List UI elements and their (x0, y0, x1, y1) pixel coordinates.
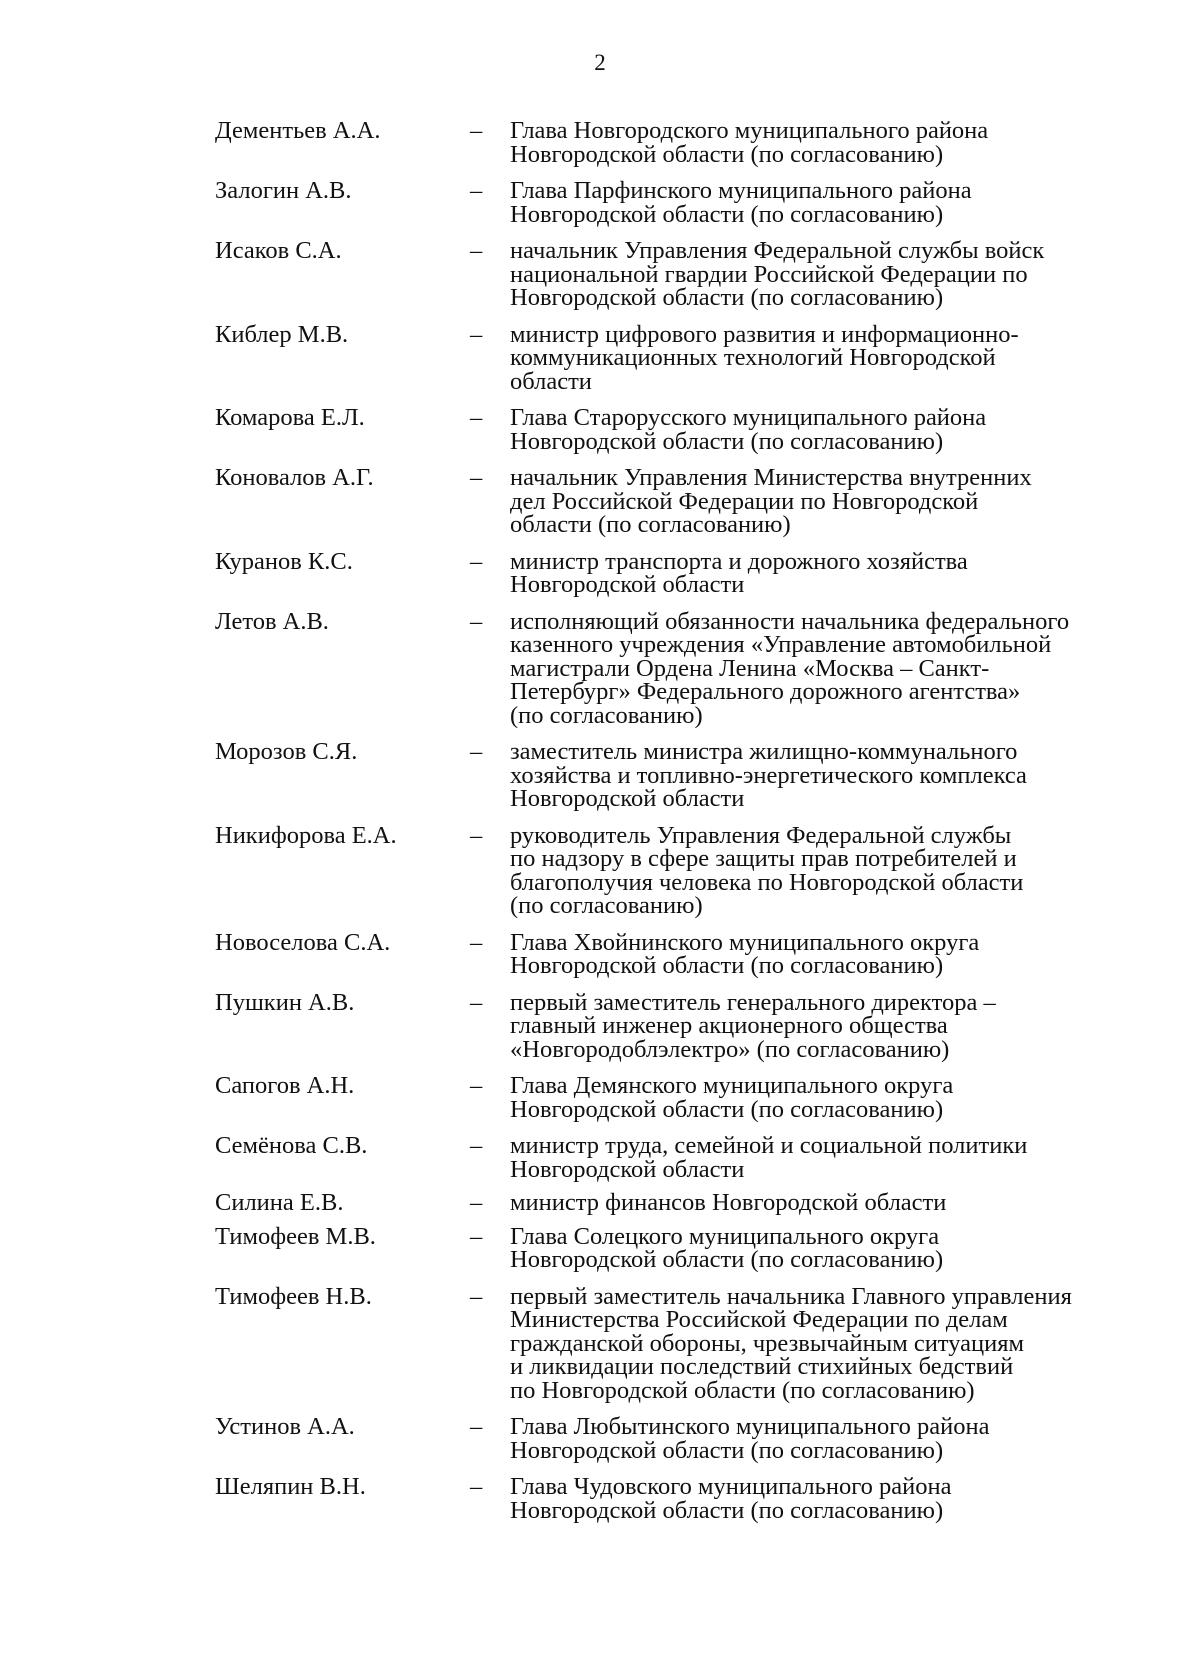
member-row (215, 406, 1115, 453)
member-row (215, 179, 1115, 226)
member-name: Устинов А.А. (215, 1413, 355, 1440)
member-position: первый заместитель начальника Главного управления Министерства Российской Федерации по делам гражданской обороны, чрезвычайным ситуациям и ликвидации последствий стихийных бедствий по Новгородской области (по согласованию) (510, 1282, 1072, 1404)
member-position: заместитель министра жилищно-коммунального хозяйства и топливно-энергетического комплекса Новгородской области (510, 738, 1027, 812)
member-position: министр транспорта и дорожного хозяйства Новгородской области (510, 547, 968, 598)
member-position: Глава Демянского муниципального округа Новгородской области (по согласованию) (510, 1072, 954, 1123)
member-position: начальник Управления Федеральной службы войск национальной гвардии Российской Федерации по Новгородской области (по согласованию) (510, 237, 1045, 311)
separator-dash: – (470, 547, 483, 575)
separator-dash: – (470, 738, 483, 765)
member-list (215, 119, 1115, 1522)
member-name: Новоселова С.А. (215, 928, 391, 956)
separator-dash: – (470, 607, 483, 635)
member-name: Залогин А.В. (215, 177, 352, 204)
member-position: Глава Солецкого муниципального округа Новгородской области (по согласованию) (510, 1222, 944, 1273)
member-name: Никифорова Е.А. (215, 821, 397, 849)
member-name: Сапогов А.Н. (215, 1072, 355, 1099)
separator-dash: – (470, 117, 483, 144)
separator-dash: – (470, 404, 483, 431)
member-row (215, 1415, 1115, 1462)
member-position: Глава Хвойнинского муниципального округа Новгородской области (по согласованию) (510, 928, 980, 979)
member-row (215, 466, 1115, 537)
separator-dash: – (470, 177, 483, 204)
member-row (215, 1191, 1115, 1215)
page-number: 2 (594, 50, 606, 75)
separator-dash: – (470, 1222, 483, 1250)
member-name: Коновалов А.Г. (215, 464, 374, 491)
member-position: министр труда, семейной и социальной политики Новгородской области (510, 1132, 1028, 1183)
member-position: Глава Старорусского муниципального района Новгородской области (по согласованию) (510, 404, 987, 455)
member-row (215, 239, 1115, 310)
member-position: Глава Любытинского муниципального района Новгородской области (по согласованию) (510, 1413, 990, 1464)
member-name: Силина Е.В. (215, 1189, 344, 1216)
member-row (215, 1134, 1115, 1181)
member-row (215, 740, 1115, 811)
separator-dash: – (470, 928, 483, 956)
member-row (215, 988, 1115, 1063)
member-name: Пушкин А.В. (215, 988, 355, 1016)
member-position: начальник Управления Министерства внутренних дел Российской Федерации по Новгородской области (по согласованию) (510, 464, 1032, 538)
separator-dash: – (470, 1282, 483, 1310)
member-row (215, 1222, 1115, 1273)
member-position: Глава Новгородского муниципального района Новгородской области (по согласованию) (510, 117, 989, 168)
member-name: Исаков С.А. (215, 237, 342, 264)
member-name: Дементьев А.А. (215, 117, 381, 144)
member-position: руководитель Управления Федеральной службы по надзору в сфере защиты прав потребителей и благополучия человека по Новгородской области (по согласованию) (510, 821, 1024, 919)
member-row (215, 821, 1115, 919)
member-row (215, 119, 1115, 166)
separator-dash: – (470, 1189, 483, 1216)
separator-dash: – (470, 464, 483, 491)
member-row (215, 547, 1115, 598)
separator-dash: – (470, 237, 483, 264)
separator-dash: – (470, 1072, 483, 1099)
member-name: Киблер М.В. (215, 320, 349, 348)
separator-dash: – (470, 1413, 483, 1440)
member-position: министр цифрового развития и информационно- коммуникационных технологий Новгородской области (510, 320, 1019, 395)
member-row (215, 1074, 1115, 1121)
member-name: Комарова Е.Л. (215, 404, 365, 431)
member-position: Глава Парфинского муниципального района Новгородской области (по согласованию) (510, 177, 972, 228)
separator-dash: – (470, 1473, 483, 1500)
member-name: Тимофеев Н.В. (215, 1282, 372, 1310)
member-row (215, 928, 1115, 979)
member-position: министр финансов Новгородской области (510, 1189, 947, 1216)
separator-dash: – (470, 988, 483, 1016)
member-name: Летов А.В. (215, 607, 329, 635)
separator-dash: – (470, 320, 483, 348)
member-position: исполняющий обязанности начальника федерального казенного учреждения «Управление автомобильной магистрали Ордена Ленина «Москва – Санкт- Петербург» Федерального дорожного агентства» (по согласованию) (510, 607, 1070, 729)
member-row (215, 1282, 1115, 1404)
member-position: Глава Чудовского муниципального района Новгородской области (по согласованию) (510, 1473, 952, 1524)
separator-dash: – (470, 1132, 483, 1159)
member-position: первый заместитель генерального директора – главный инженер акционерного общества «Новгородоблэлектро» (по согласованию) (510, 988, 996, 1063)
member-name: Морозов С.Я. (215, 738, 358, 765)
member-row (215, 1475, 1115, 1522)
member-name: Шеляпин В.Н. (215, 1473, 366, 1500)
member-row (215, 320, 1115, 395)
member-row (215, 607, 1115, 729)
separator-dash: – (470, 821, 483, 849)
member-name: Семёнова С.В. (215, 1132, 368, 1159)
member-name: Куранов К.С. (215, 547, 353, 575)
member-name: Тимофеев М.В. (215, 1222, 376, 1250)
